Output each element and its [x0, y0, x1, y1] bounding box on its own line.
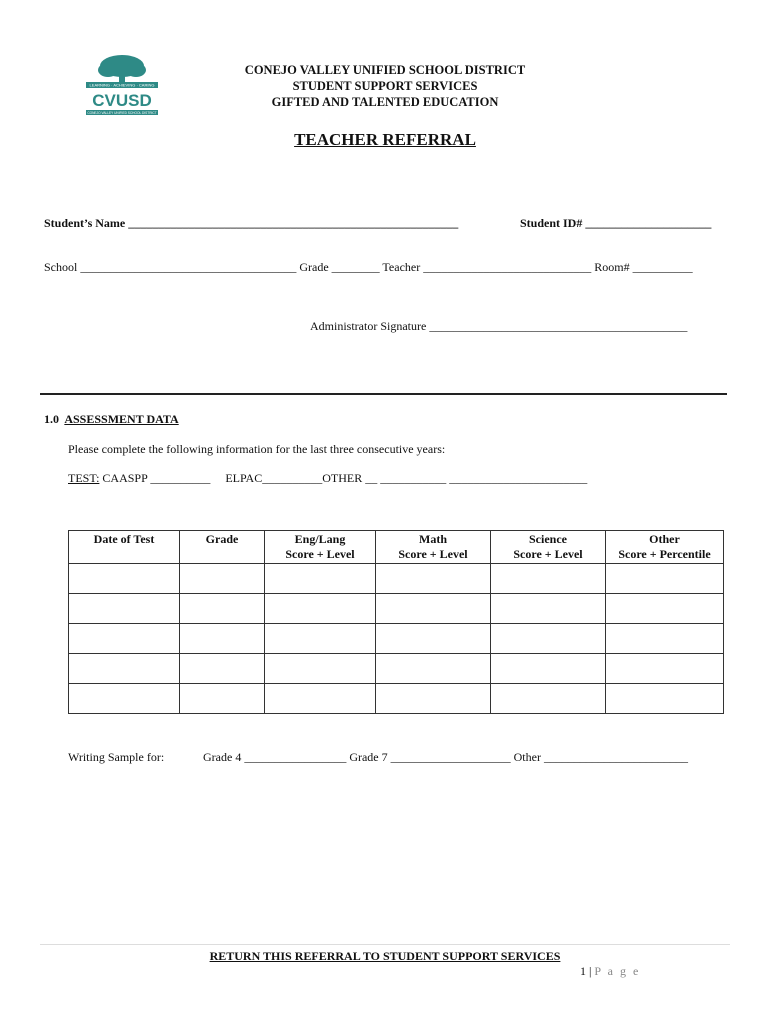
- student-name-field[interactable]: Student’s Name _______________________________________________________: [44, 216, 459, 230]
- table-header-row: [69, 531, 724, 564]
- section-heading: 1.0 ASSESSMENT DATA: [44, 412, 179, 426]
- table-cell[interactable]: [376, 684, 491, 714]
- footer-divider: [40, 944, 730, 945]
- table-cell[interactable]: [491, 594, 606, 624]
- page-number: 1 | P a g e: [580, 964, 641, 978]
- svg-text:CONEJO VALLEY UNIFIED SCHOOL D: CONEJO VALLEY UNIFIED SCHOOL DISTRICT: [87, 111, 157, 115]
- school-grade-teacher-room-field[interactable]: School ____________________________________ Grade ________ Teacher ____________________________ Room# __________: [44, 260, 693, 274]
- student-id-field[interactable]: Student ID# _____________________: [520, 216, 712, 230]
- table-cell[interactable]: [491, 684, 606, 714]
- table-cell[interactable]: [265, 564, 376, 594]
- svg-text:LEARNING · ACHIEVING · CARING: LEARNING · ACHIEVING · CARING: [89, 82, 155, 88]
- svg-text:CVUSD: CVUSD: [92, 91, 152, 110]
- col-eng-lang: Eng/Lang Score + Level: [265, 531, 376, 564]
- table-cell[interactable]: [69, 564, 180, 594]
- administrator-signature-field[interactable]: Administrator Signature ___________________________________________: [310, 319, 688, 333]
- table-cell[interactable]: [69, 654, 180, 684]
- table-cell[interactable]: [180, 624, 265, 654]
- writing-sample-label: Writing Sample for:: [68, 750, 165, 764]
- col-date-of-test: Date of Test: [69, 531, 180, 564]
- table-cell[interactable]: [606, 654, 724, 684]
- section-divider: [40, 393, 727, 395]
- district-name: CONEJO VALLEY UNIFIED SCHOOL DISTRICT: [244, 63, 526, 77]
- table-cell[interactable]: [69, 684, 180, 714]
- table-cell[interactable]: [180, 654, 265, 684]
- col-grade: Grade: [180, 531, 265, 564]
- table-cell[interactable]: [376, 594, 491, 624]
- test-options-line[interactable]: [68, 471, 587, 486]
- table-cell[interactable]: [376, 564, 491, 594]
- table-cell[interactable]: [180, 564, 265, 594]
- table-cell[interactable]: [606, 564, 724, 594]
- table-cell[interactable]: [491, 624, 606, 654]
- table-cell[interactable]: [265, 684, 376, 714]
- col-science: Science Score + Level: [491, 531, 606, 564]
- test-options[interactable]: CAASPP __________ ELPAC__________OTHER __ ___________ _______________________: [102, 471, 588, 485]
- table-cell[interactable]: [376, 624, 491, 654]
- section-instruction: Please complete the following information for the last three consecutive years:: [68, 442, 446, 456]
- table-row: [69, 684, 724, 714]
- table-cell[interactable]: [491, 564, 606, 594]
- table-cell[interactable]: [265, 654, 376, 684]
- table-cell[interactable]: [265, 624, 376, 654]
- department-name: STUDENT SUPPORT SERVICES: [292, 79, 478, 93]
- table-cell[interactable]: [491, 654, 606, 684]
- writing-sample-options[interactable]: Grade 4 _________________ Grade 7 ____________________ Other ________________________: [203, 750, 688, 764]
- table-cell[interactable]: [180, 684, 265, 714]
- table-cell[interactable]: [376, 654, 491, 684]
- table-row: [69, 624, 724, 654]
- table-cell[interactable]: [265, 594, 376, 624]
- table-cell[interactable]: [180, 594, 265, 624]
- table-cell[interactable]: [69, 594, 180, 624]
- form-title: TEACHER REFERRAL: [294, 130, 476, 149]
- table-row: [69, 594, 724, 624]
- table-row: [69, 564, 724, 594]
- col-math: Math Score + Level: [376, 531, 491, 564]
- assessment-table: [68, 530, 724, 714]
- table-cell[interactable]: [606, 684, 724, 714]
- table-cell[interactable]: [606, 624, 724, 654]
- program-name: GIFTED AND TALENTED EDUCATION: [271, 95, 499, 109]
- table-row: [69, 654, 724, 684]
- col-other: Other Score + Percentile: [606, 531, 724, 564]
- table-cell[interactable]: [606, 594, 724, 624]
- footer-instruction: RETURN THIS REFERRAL TO STUDENT SUPPORT SERVICES: [209, 949, 561, 963]
- test-label: TEST:: [68, 471, 100, 485]
- table-cell[interactable]: [69, 624, 180, 654]
